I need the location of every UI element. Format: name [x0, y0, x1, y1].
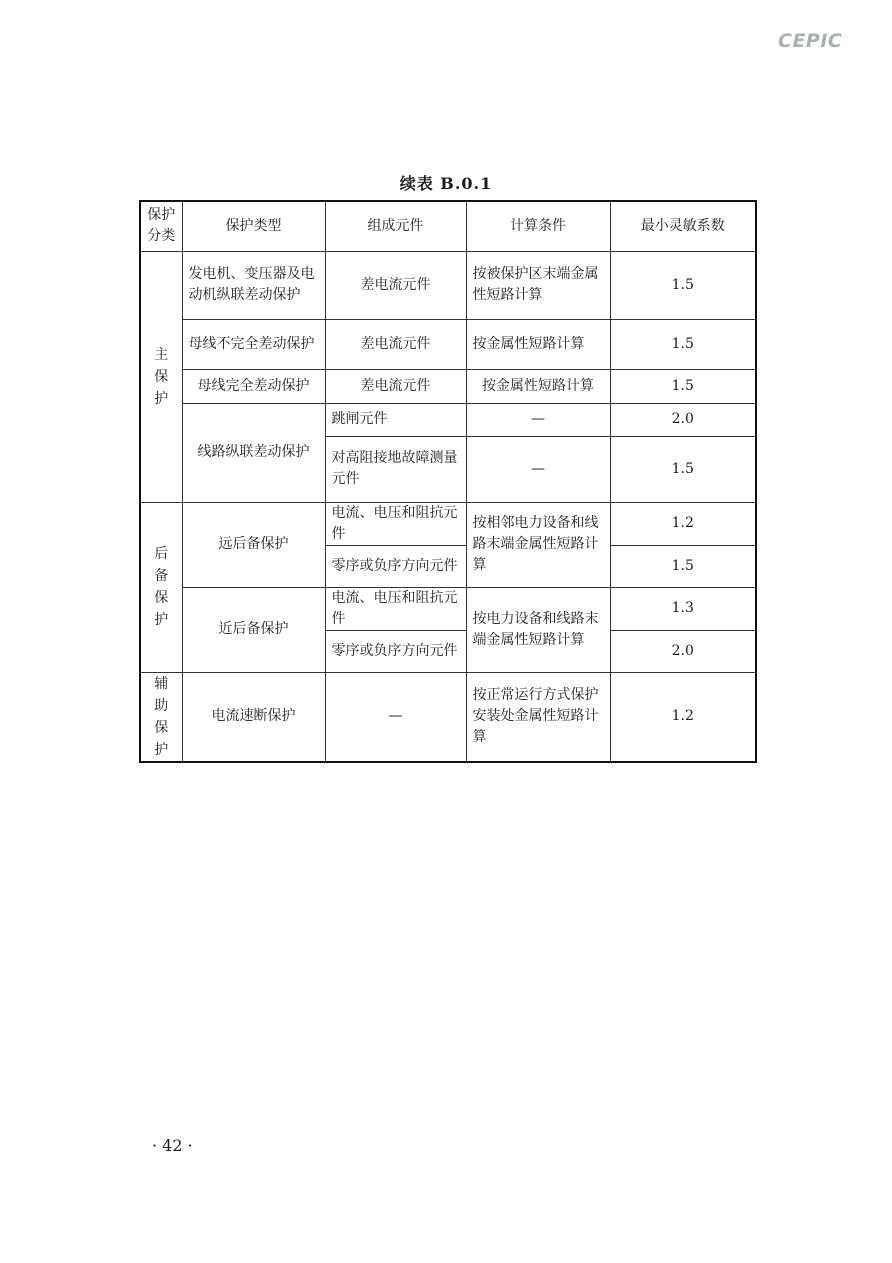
table-caption: 续表 B.0.1 — [399, 174, 493, 193]
cell-condition: 按电力设备和线路末端金属性短路计算 — [466, 587, 610, 672]
cell-coefficient: 1.5 — [610, 369, 756, 403]
group-backup-protection: 后备保护 — [140, 502, 182, 672]
header-row — [140, 201, 756, 251]
cell-component: — — [325, 672, 466, 762]
header-type: 保护类型 — [182, 201, 325, 251]
cell-component: 跳闸元件 — [325, 403, 466, 436]
cell-condition: — — [466, 403, 610, 436]
header-condition: 计算条件 — [466, 201, 610, 251]
header-component: 组成元件 — [325, 201, 466, 251]
cell-condition: 按被保护区末端金属性短路计算 — [466, 251, 610, 319]
table-row — [140, 251, 756, 319]
cell-type: 远后备保护 — [182, 502, 325, 587]
cell-component: 差电流元件 — [325, 369, 466, 403]
cell-coefficient: 1.2 — [610, 502, 756, 545]
header-category: 保护分类 — [140, 201, 182, 251]
cell-coefficient: 2.0 — [610, 630, 756, 672]
cell-condition: 按金属性短路计算 — [466, 369, 610, 403]
cell-type: 电流速断保护 — [182, 672, 325, 762]
cell-type: 线路纵联差动保护 — [182, 403, 325, 502]
cell-coefficient: 2.0 — [610, 403, 756, 436]
cell-component: 零序或负序方向元件 — [325, 545, 466, 587]
cell-component: 对高阻接地故障测量元件 — [325, 436, 466, 502]
cell-condition: 按相邻电力设备和线路末端金属性短路计算 — [466, 502, 610, 587]
table-row — [140, 403, 756, 436]
page-number: · 42 · — [152, 1136, 193, 1155]
header-coefficient: 最小灵敏系数 — [610, 201, 756, 251]
cell-type: 母线完全差动保护 — [182, 369, 325, 403]
sensitivity-table — [139, 200, 757, 763]
table-row — [140, 502, 756, 545]
group-aux-protection: 辅助保护 — [140, 672, 182, 762]
cell-coefficient: 1.2 — [610, 672, 756, 762]
cell-coefficient: 1.5 — [610, 251, 756, 319]
cell-component: 零序或负序方向元件 — [325, 630, 466, 672]
cell-component: 差电流元件 — [325, 251, 466, 319]
cell-condition: — — [466, 436, 610, 502]
group-main-protection: 主保护 — [140, 251, 182, 502]
cell-type: 近后备保护 — [182, 587, 325, 672]
cell-condition: 按金属性短路计算 — [466, 319, 610, 369]
cell-condition: 按正常运行方式保护安装处金属性短路计算 — [466, 672, 610, 762]
table-row — [140, 672, 756, 762]
cell-component: 电流、电压和阻抗元件 — [325, 587, 466, 630]
cell-coefficient: 1.5 — [610, 436, 756, 502]
cell-component: 电流、电压和阻抗元件 — [325, 502, 466, 545]
cell-component: 差电流元件 — [325, 319, 466, 369]
cepic-logo: CEPIC — [778, 30, 843, 52]
table-row — [140, 369, 756, 403]
cell-coefficient: 1.5 — [610, 319, 756, 369]
cell-type: 母线不完全差动保护 — [182, 319, 325, 369]
cell-type: 发电机、变压器及电动机纵联差动保护 — [182, 251, 325, 319]
cell-coefficient: 1.3 — [610, 587, 756, 630]
table-row — [140, 319, 756, 369]
cell-coefficient: 1.5 — [610, 545, 756, 587]
table-row — [140, 587, 756, 630]
